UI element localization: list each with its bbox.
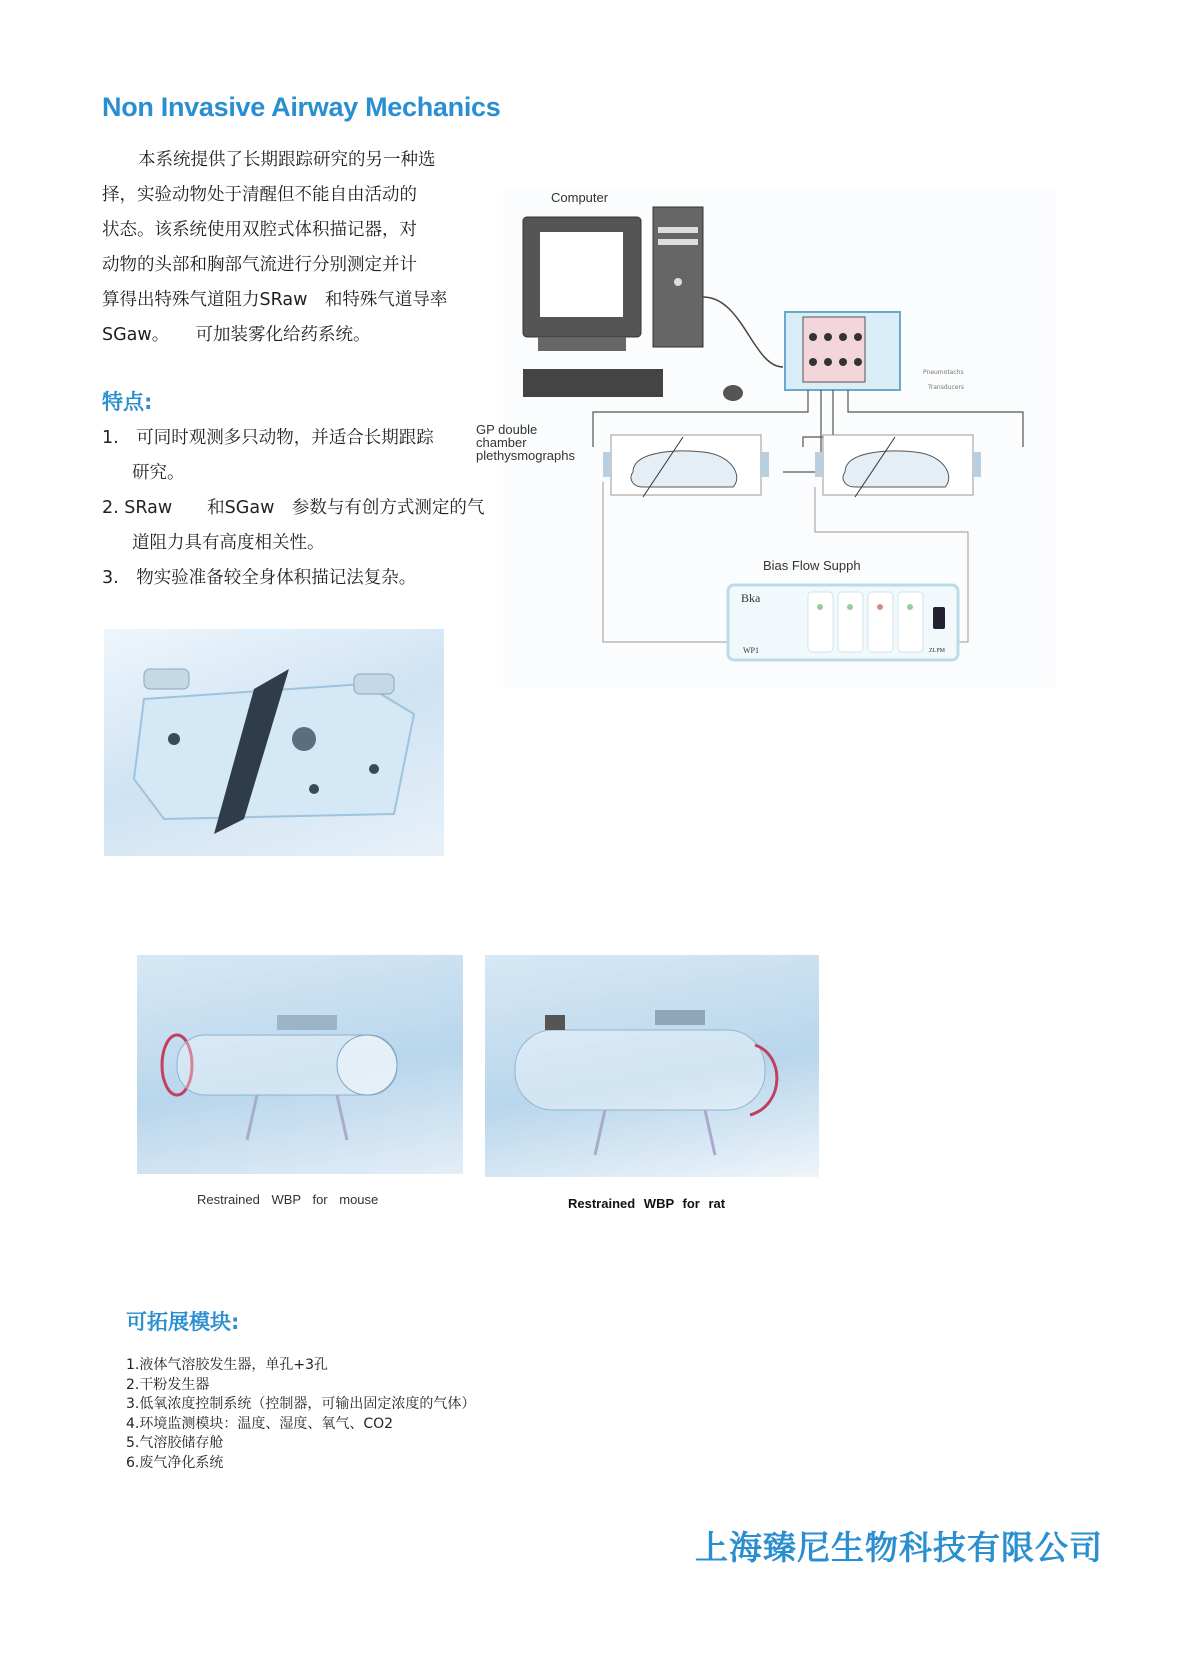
module-item: 5.气溶胶储存舱: [126, 1435, 224, 1451]
module-item: 1.液体气溶胶发生器，单孔+3孔: [126, 1357, 328, 1373]
rat-wbp-image: [485, 955, 819, 1177]
box-label: WP1: [743, 646, 759, 655]
computer-label: Computer: [551, 190, 609, 205]
modules-list: [126, 1356, 475, 1473]
feature-item: 3. 物实验准备较全身体积描记法复杂。: [102, 568, 417, 588]
rat-wbp-photo: [485, 955, 819, 1177]
features-list: [102, 421, 485, 596]
chamber-label: chamber: [476, 435, 527, 450]
intro-line: 择，实验动物处于清醒但不能自由活动的: [102, 185, 417, 205]
module-item: 2.干粉发生器: [126, 1376, 210, 1393]
module-item: 3.低氧浓度控制系统（控制器，可输出固定浓度的气体）: [126, 1396, 476, 1412]
feature-item-cont: 道阻力具有高度相关性。: [132, 533, 325, 553]
feature-item: 1. 可同时观测多只动物，并适合长期跟踪: [102, 428, 434, 448]
feature-item-cont: 研究。: [132, 463, 185, 483]
chamber-photo: [104, 629, 444, 856]
intro-line: SGaw。 可加装雾化给药系统。: [102, 325, 371, 345]
box-label: ZLPM: [929, 648, 946, 654]
chamber-photo-image: [104, 629, 444, 856]
pneumotach-label: Pneumotachs: [923, 369, 964, 376]
page-title: Non Invasive Airway Mechanics: [102, 92, 501, 122]
mouse-wbp-photo: [137, 955, 463, 1174]
intro-line: 本系统提供了长期跟踪研究的另一种选: [138, 150, 436, 170]
system-diagram: [476, 187, 1055, 687]
module-item: 6.废气净化系统: [126, 1454, 224, 1471]
intro-line: 动物的头部和胸部气流进行分别测定并计: [102, 255, 417, 275]
mouse-wbp-image: [137, 955, 463, 1174]
intro-line: 状态。该系统使用双腔式体积描记器，对: [102, 220, 417, 240]
chamber-label: plethysmographs: [476, 448, 575, 463]
chamber-label: GP double: [476, 422, 538, 437]
rat-caption: Restrained WBP for rat: [568, 1196, 726, 1211]
intro-line: 算得出特殊气道阻力SRaw 和特殊气道导率: [102, 290, 448, 310]
bias-flow-label: Bias Flow Supph: [763, 558, 861, 573]
plethysmograph-chamber: [815, 435, 981, 497]
system-diagram-svg: [476, 187, 1055, 687]
features-heading: 特点:: [102, 390, 153, 414]
modules-heading: 可拓展模块:: [126, 1310, 240, 1334]
feature-item: 2. SRaw 和SGaw 参数与有创方式测定的气: [102, 498, 485, 518]
company-name: 上海臻尼生物科技有限公司: [695, 1528, 1103, 1567]
box-label: Bka: [741, 591, 761, 605]
intro-paragraph: [102, 143, 482, 353]
transducer-label: Transducers: [928, 384, 965, 391]
module-item: 4.环境监测模块：温度、湿度、氧气、CO2: [126, 1415, 394, 1432]
plethysmograph-chamber: [603, 435, 769, 497]
mouse-caption: Restrained WBP for mouse: [197, 1192, 379, 1207]
